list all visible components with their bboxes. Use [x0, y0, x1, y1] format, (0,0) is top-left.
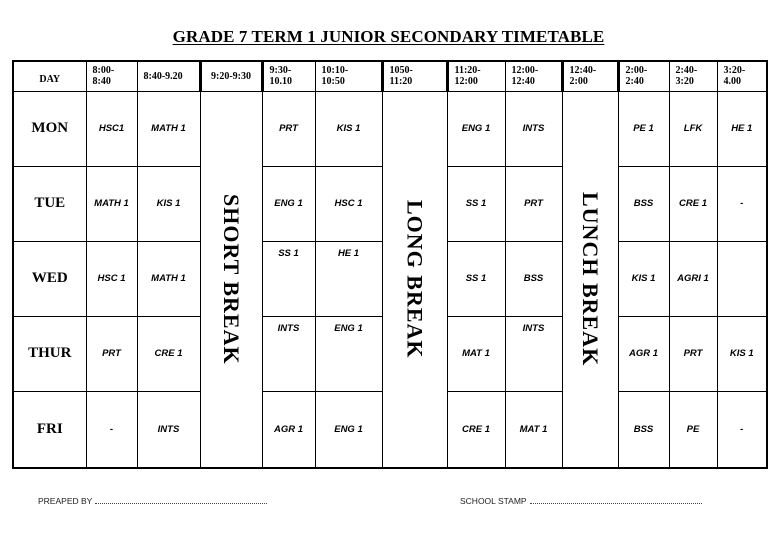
lesson-cell: - — [717, 166, 767, 241]
lesson-cell: SS 1 — [447, 241, 505, 316]
lesson-cell: CRE 1 — [669, 166, 717, 241]
prepared-by-line — [38, 496, 267, 506]
lesson-cell: AGR 1 — [618, 316, 669, 391]
day-label: FRI — [13, 391, 86, 468]
day-label: WED — [13, 241, 86, 316]
lunch-break-column — [562, 91, 618, 468]
lesson-cell: PE — [669, 391, 717, 468]
long-break-column — [382, 91, 447, 468]
lesson-cell: SS 1 — [262, 241, 315, 316]
slot-header: 9:30- 10.10 — [262, 61, 315, 91]
row-mon — [13, 91, 767, 166]
lesson-cell: INTS — [505, 91, 562, 166]
day-label: TUE — [13, 166, 86, 241]
lesson-cell: MATH 1 — [86, 166, 137, 241]
lesson-cell: BSS — [618, 391, 669, 468]
lesson-cell: KIS 1 — [137, 166, 200, 241]
slot-header: 8:40-9.20 — [137, 61, 200, 91]
slot-header: 9:20-9:30 — [200, 61, 262, 91]
lesson-cell: LFK — [669, 91, 717, 166]
school-stamp-label: SCHOOL STAMP — [460, 496, 527, 506]
lesson-cell: HSC 1 — [315, 166, 382, 241]
lesson-cell: MAT 1 — [505, 391, 562, 468]
lesson-cell: HE 1 — [717, 91, 767, 166]
slot-header: 2:00- 2:40 — [618, 61, 669, 91]
lesson-cell: CRE 1 — [447, 391, 505, 468]
slot-header: 12:00- 12:40 — [505, 61, 562, 91]
slot-header: 3:20- 4.00 — [717, 61, 767, 91]
day-label: MON — [13, 91, 86, 166]
school-stamp-line — [460, 496, 702, 506]
slot-header: 1050- 11:20 — [382, 61, 447, 91]
header-row — [13, 61, 767, 91]
lesson-cell: ENG 1 — [447, 91, 505, 166]
slot-header: 2:40- 3:20 — [669, 61, 717, 91]
slot-header: 11:20- 12:00 — [447, 61, 505, 91]
lesson-cell: ENG 1 — [315, 391, 382, 468]
slot-header: 12:40- 2:00 — [562, 61, 618, 91]
lesson-cell: MAT 1 — [447, 316, 505, 391]
short-break-label: SHORT BREAK — [219, 193, 244, 365]
lesson-cell: KIS 1 — [717, 316, 767, 391]
lesson-cell: INTS — [262, 316, 315, 391]
lesson-cell: BSS — [505, 241, 562, 316]
lesson-cell: MATH 1 — [137, 241, 200, 316]
lesson-cell: HE 1 — [315, 241, 382, 316]
slot-header: 10:10- 10:50 — [315, 61, 382, 91]
lunch-break-label: LUNCH BREAK — [578, 192, 603, 367]
slot-header: 8:00- 8:40 — [86, 61, 137, 91]
page-title: GRADE 7 TERM 1 JUNIOR SECONDARY TIMETABLE — [172, 27, 605, 46]
lesson-cell: PRT — [669, 316, 717, 391]
long-break-label: LONG BREAK — [402, 199, 428, 359]
lesson-cell: ENG 1 — [315, 316, 382, 391]
lesson-cell: MATH 1 — [137, 91, 200, 166]
lesson-cell: SS 1 — [447, 166, 505, 241]
lesson-cell: HSC 1 — [86, 241, 137, 316]
lesson-cell: INTS — [137, 391, 200, 468]
lesson-cell: KIS 1 — [618, 241, 669, 316]
lesson-cell: PRT — [505, 166, 562, 241]
day-label: THUR — [13, 316, 86, 391]
lesson-cell: - — [86, 391, 137, 468]
short-break-column — [200, 91, 262, 468]
school-stamp-blank — [530, 496, 702, 504]
lesson-cell: KIS 1 — [315, 91, 382, 166]
lesson-cell: PE 1 — [618, 91, 669, 166]
lesson-cell: AGRI 1 — [669, 241, 717, 316]
lesson-cell: - — [717, 391, 767, 468]
day-header: DAY — [13, 61, 86, 91]
lesson-cell: PRT — [262, 91, 315, 166]
prepared-by-label: PREAPED BY — [38, 496, 93, 506]
lesson-cell: CRE 1 — [137, 316, 200, 391]
lesson-cell: ENG 1 — [262, 166, 315, 241]
timetable — [12, 60, 768, 469]
lesson-cell: PRT — [86, 316, 137, 391]
lesson-cell: HSC1 — [86, 91, 137, 166]
lesson-cell: BSS — [618, 166, 669, 241]
prepared-by-blank — [95, 496, 267, 504]
lesson-cell: INTS — [505, 316, 562, 391]
lesson-cell: AGR 1 — [262, 391, 315, 468]
lesson-cell — [717, 241, 767, 316]
